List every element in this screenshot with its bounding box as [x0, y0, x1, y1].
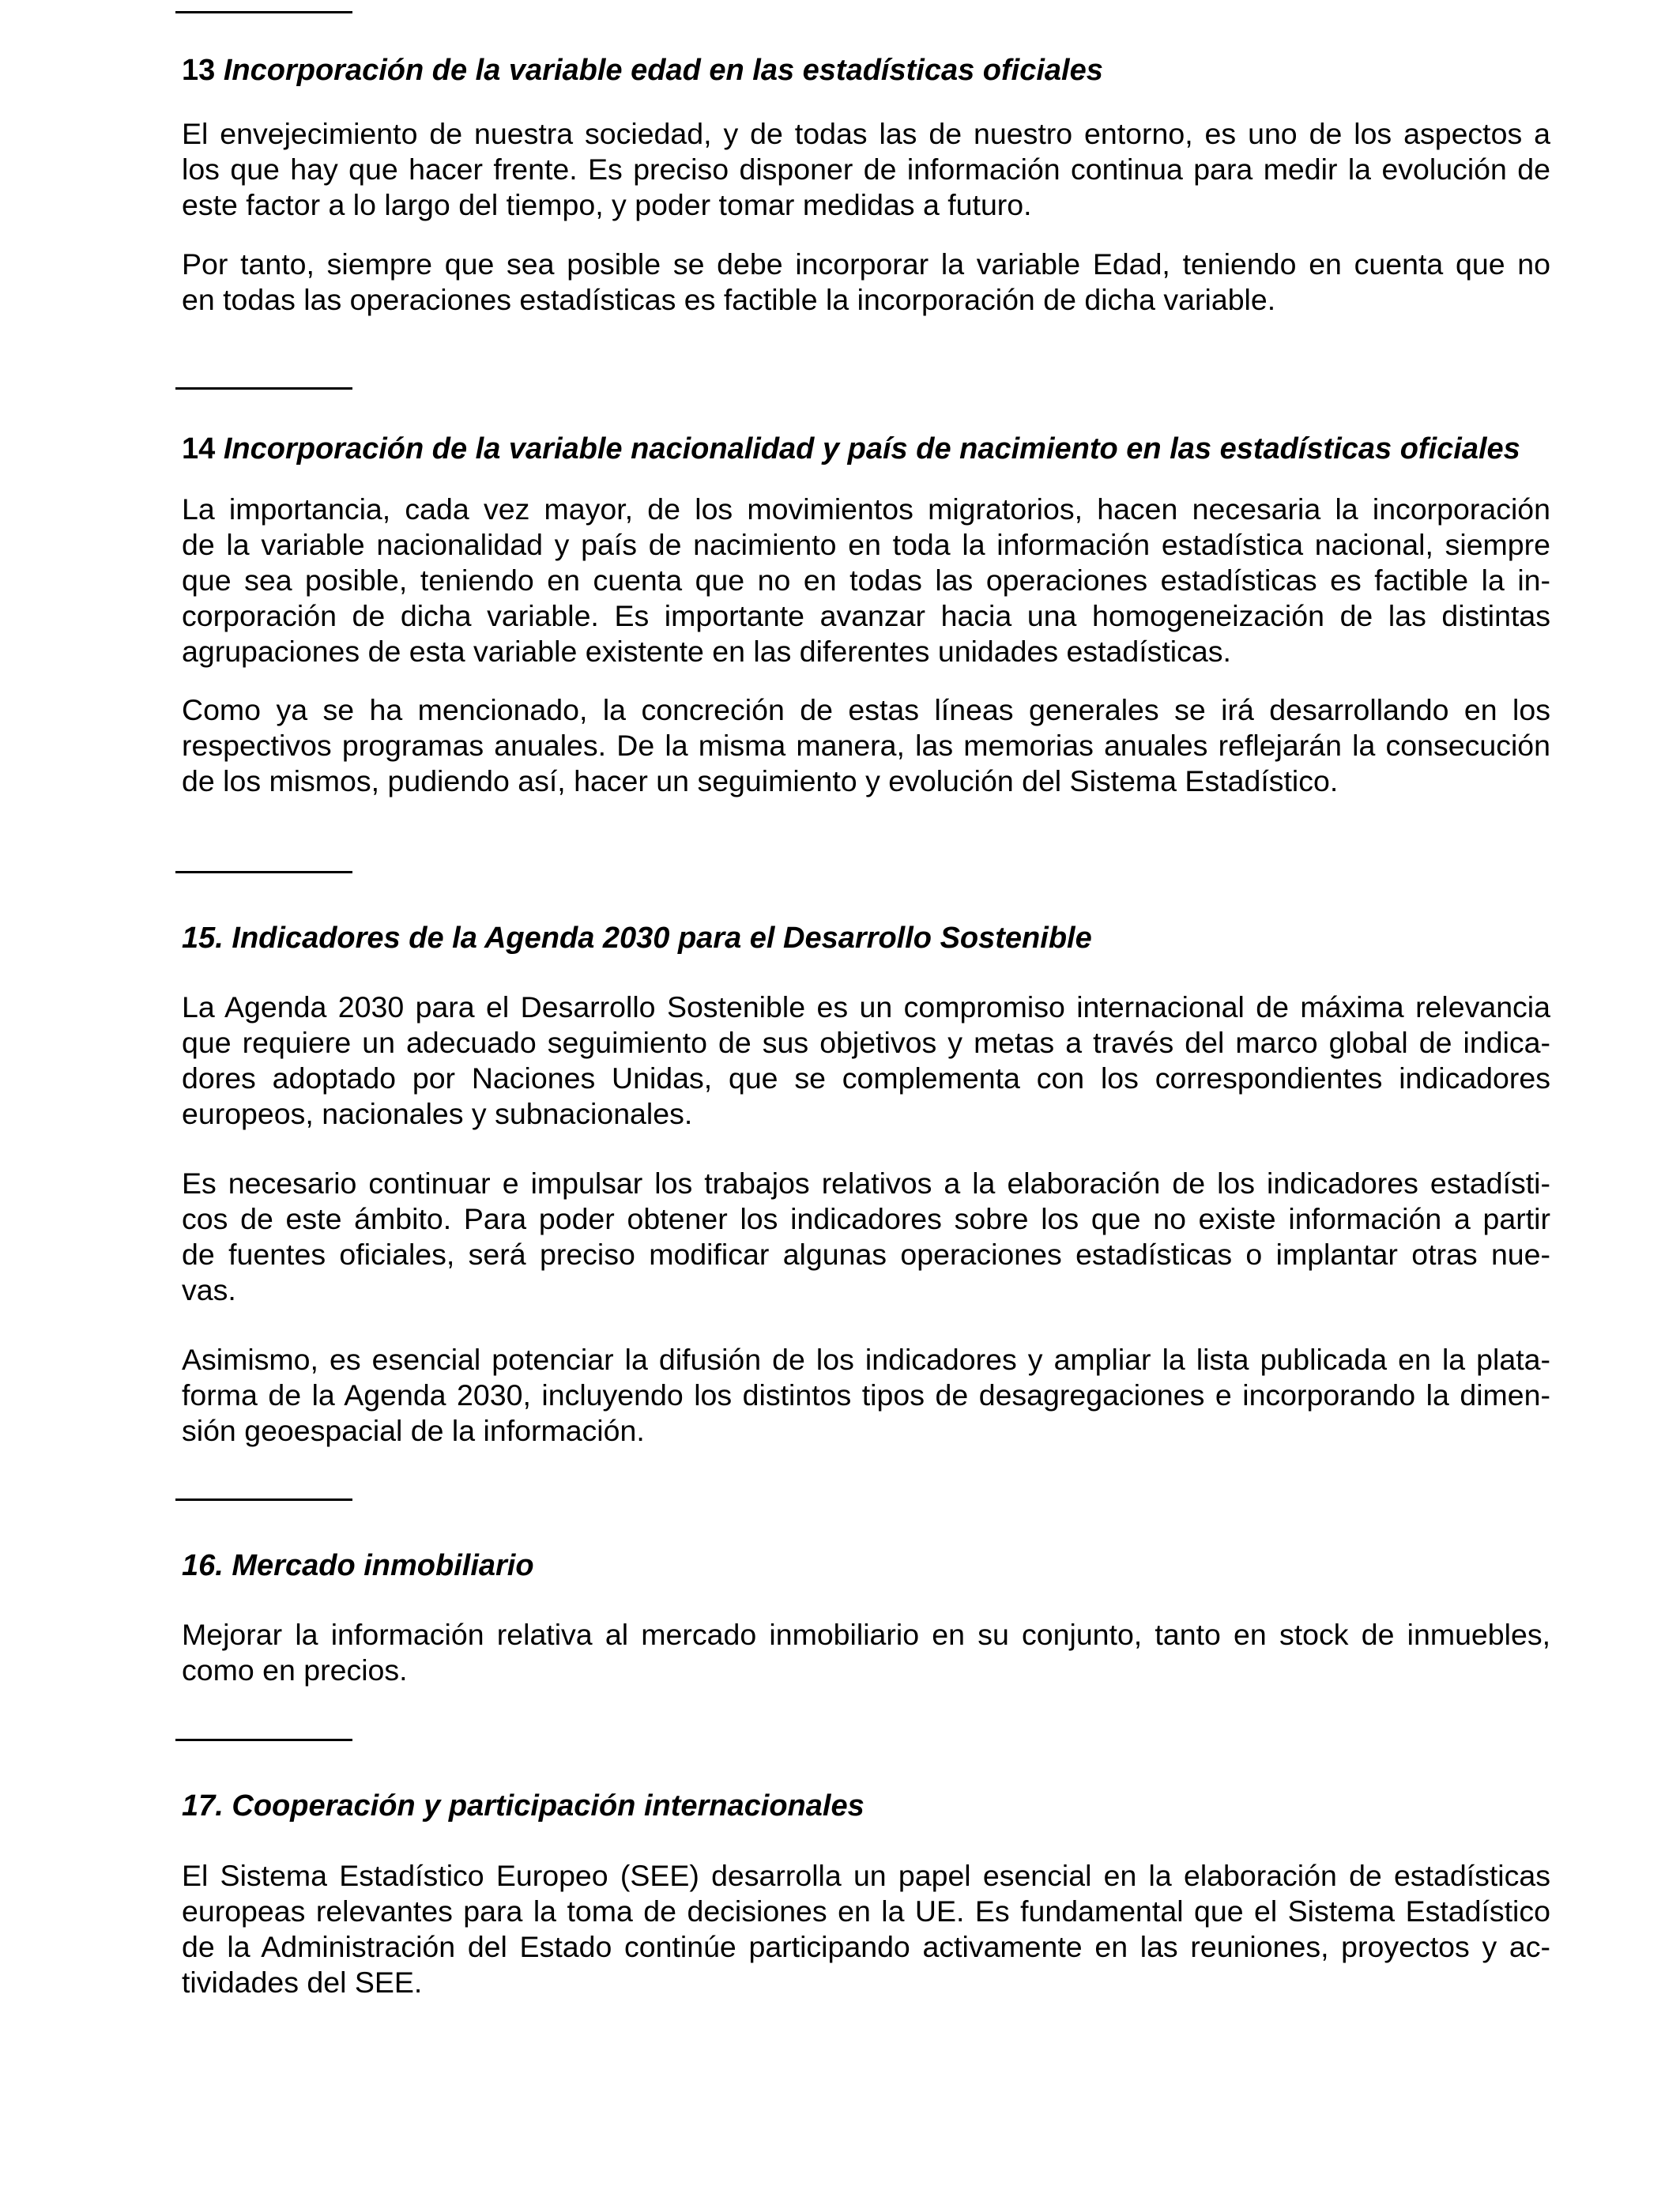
section-number: 14: [182, 432, 216, 466]
section-14-paragraph-2: [182, 692, 1550, 799]
section-title: Incorporación de la variable edad en las estadísticas oficiales: [223, 54, 1103, 87]
text-line: que sea posible, teniendo en cuenta que no en todas las operaciones estadísticas es factible la in-: [182, 564, 1550, 597]
section-title: Mercado inmobiliario: [232, 1549, 534, 1582]
text-line: forma de la Agenda 2030, incluyendo los distintos tipos de desagregaciones e incorporando la dimen-: [182, 1378, 1550, 1412]
text-line: agrupaciones de esta variable existente en las diferentes unidades estadísticas.: [182, 635, 1231, 668]
section-17-heading: [182, 1788, 1557, 1824]
section-title: Incorporación de la variable nacionalidad y país de nacimiento en las estadísticas oficiales: [223, 432, 1520, 466]
text-line: El envejecimiento de nuestra sociedad, y de todas las de nuestro entorno, es uno de los aspectos a: [182, 117, 1550, 150]
separator-rule: [175, 387, 352, 390]
text-line: europeos, nacionales y subnacionales.: [182, 1097, 693, 1130]
text-line: de fuentes oficiales, será preciso modificar algunas operaciones estadísticas o implantar otras nue-: [182, 1238, 1550, 1271]
section-15-heading: [182, 920, 1557, 956]
text-line: Como ya se ha mencionado, la concreción de estas líneas generales se irá desarrollando en los: [182, 693, 1550, 726]
text-line: Por tanto, siempre que sea posible se debe incorporar la variable Edad, teniendo en cuenta que no: [182, 247, 1550, 281]
text-line: vas.: [182, 1273, 236, 1306]
section-16-paragraph-1: [182, 1617, 1550, 1688]
text-line: sión geoespacial de la información.: [182, 1414, 645, 1447]
text-line: en todas las operaciones estadísticas es factible la incorporación de dicha variable.: [182, 283, 1276, 316]
text-line: El Sistema Estadístico Europeo (SEE) desarrolla un papel esencial en la elaboración de estadísticas: [182, 1859, 1550, 1892]
section-15-paragraph-1: [182, 990, 1550, 1132]
text-line: tividades del SEE.: [182, 1966, 423, 1999]
text-line: cos de este ámbito. Para poder obtener los indicadores sobre los que no existe información a partir: [182, 1202, 1550, 1235]
section-number: 13: [182, 54, 216, 87]
text-line: este factor a lo largo del tiempo, y poder tomar medidas a futuro.: [182, 188, 1032, 221]
section-17-paragraph-1: [182, 1858, 1550, 2000]
section-number: 15.: [182, 922, 224, 955]
separator-rule: [175, 1739, 352, 1741]
text-line: La importancia, cada vez mayor, de los movimientos migratorios, hacen necesaria la incorporación: [182, 492, 1550, 526]
section-title: Cooperación y participación internacionales: [232, 1789, 864, 1823]
section-13-paragraph-1: [182, 116, 1550, 223]
separator-rule: [175, 1498, 352, 1501]
text-line: respectivos programas anuales. De la misma manera, las memorias anuales reflejarán la consecución: [182, 729, 1550, 762]
section-15-paragraph-2: [182, 1166, 1550, 1308]
section-15-paragraph-3: [182, 1342, 1550, 1449]
text-line: los que hay que hacer frente. Es preciso disponer de información continua para medir la evolución de: [182, 153, 1550, 186]
text-line: de la variable nacionalidad y país de nacimiento en toda la información estadística nacional, siempre: [182, 528, 1550, 561]
separator-rule: [175, 871, 352, 873]
section-14-paragraph-1: [182, 492, 1550, 669]
section-number: 17.: [182, 1789, 224, 1823]
section-13-heading: [182, 52, 1557, 89]
text-line: que requiere un adecuado seguimiento de sus objetivos y metas a través del marco global de indica-: [182, 1026, 1550, 1059]
text-line: de los mismos, pudiendo así, hacer un seguimiento y evolución del Sistema Estadístico.: [182, 764, 1339, 797]
text-line: como en precios.: [182, 1653, 408, 1687]
text-line: Es necesario continuar e impulsar los trabajos relativos a la elaboración de los indicadores estadísti-: [182, 1167, 1550, 1200]
text-line: Mejorar la información relativa al mercado inmobiliario en su conjunto, tanto en stock de inmuebles,: [182, 1618, 1550, 1651]
section-number: 16.: [182, 1549, 224, 1582]
separator-rule: [175, 11, 352, 13]
text-line: europeas relevantes para la toma de decisiones en la UE. Es fundamental que el Sistema Estadístico: [182, 1894, 1550, 1928]
section-title: Indicadores de la Agenda 2030 para el Desarrollo Sostenible: [232, 922, 1092, 955]
section-13-paragraph-2: [182, 247, 1550, 318]
text-line: de la Administración del Estado continúe participando activamente en las reuniones, proyectos y ac-: [182, 1930, 1550, 1963]
section-14-heading: [182, 431, 1557, 467]
text-line: Asimismo, es esencial potenciar la difusión de los indicadores y ampliar la lista publicada en la plata-: [182, 1343, 1550, 1376]
text-line: dores adoptado por Naciones Unidas, que se complementa con los correspondientes indicadores: [182, 1061, 1550, 1095]
text-line: La Agenda 2030 para el Desarrollo Sostenible es un compromiso internacional de máxima relevancia: [182, 990, 1550, 1023]
section-16-heading: [182, 1547, 1557, 1584]
text-line: corporación de dicha variable. Es importante avanzar hacia una homogeneización de las distintas: [182, 599, 1550, 632]
